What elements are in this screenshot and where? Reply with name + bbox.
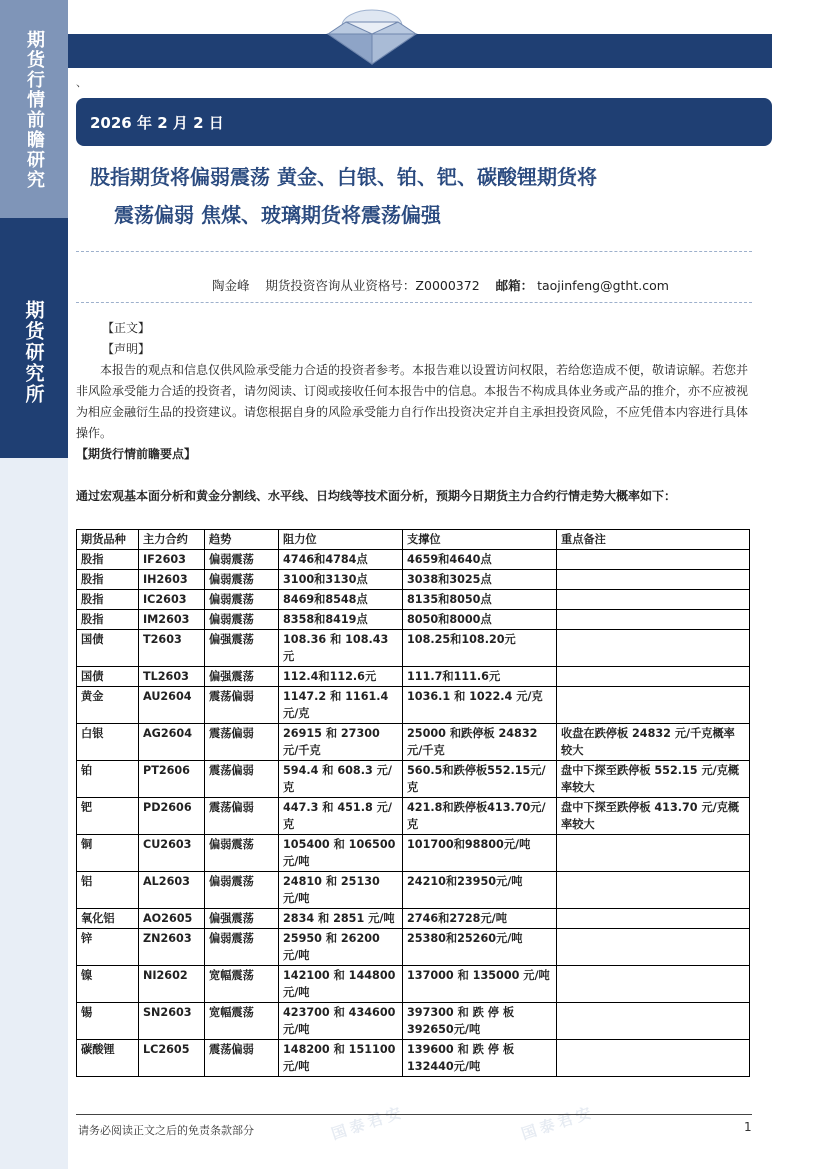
table-header-cell: 阻力位 xyxy=(279,530,403,550)
body-text xyxy=(76,318,752,465)
table-row xyxy=(77,724,750,761)
table-cell: 收盘在跌停板 24832 元/千克概率较大 xyxy=(557,724,750,761)
watermark-icon: 国泰君安 xyxy=(519,1102,598,1144)
table-cell: 2746和2728元/吨 xyxy=(403,909,557,929)
tick-mark: 、 xyxy=(76,76,87,89)
table-cell: 锡 xyxy=(77,1003,139,1040)
table-cell: 镍 xyxy=(77,966,139,1003)
table-cell: 偏弱震荡 xyxy=(205,610,279,630)
table-cell: 3038和3025点 xyxy=(403,570,557,590)
table-row xyxy=(77,610,750,630)
report-date: 2026 年 2 月 2 日 xyxy=(90,114,224,132)
table-cell: 8358和8419点 xyxy=(279,610,403,630)
table-cell xyxy=(557,966,750,1003)
table-cell: 8050和8000点 xyxy=(403,610,557,630)
section-zhengwen: 【正文】 xyxy=(102,321,151,335)
table-cell: 偏弱震荡 xyxy=(205,590,279,610)
table-row xyxy=(77,909,750,929)
table-cell xyxy=(557,835,750,872)
table-cell: 震荡偏弱 xyxy=(205,761,279,798)
table-cell: TL2603 xyxy=(139,667,205,687)
table-cell: 1147.2 和 1161.4 元/克 xyxy=(279,687,403,724)
author-email[interactable]: taojinfeng@gtht.com xyxy=(537,278,669,293)
table-cell: 锌 xyxy=(77,929,139,966)
table-cell: 594.4 和 608.3 元/克 xyxy=(279,761,403,798)
table-cell: 142100 和 144800 元/吨 xyxy=(279,966,403,1003)
table-row xyxy=(77,872,750,909)
table-cell: 148200 和 151100 元/吨 xyxy=(279,1040,403,1077)
table-cell: 25950 和 26200 元/吨 xyxy=(279,929,403,966)
table-cell: 111.7和111.6元 xyxy=(403,667,557,687)
table-row xyxy=(77,835,750,872)
table-cell: 139600 和 跌 停 板 132440元/吨 xyxy=(403,1040,557,1077)
table-cell: 8135和8050点 xyxy=(403,590,557,610)
table-row xyxy=(77,550,750,570)
table-row xyxy=(77,1040,750,1077)
section-points: 【期货行情前瞻要点】 xyxy=(76,447,197,461)
table-cell: 25000 和跌停板 24832 元/千克 xyxy=(403,724,557,761)
table-cell: NI2602 xyxy=(139,966,205,1003)
footer-note: 请务必阅读正文之后的免责条款部分 xyxy=(78,1124,254,1137)
table-header-cell: 重点备注 xyxy=(557,530,750,550)
author-name: 陶金峰 xyxy=(212,278,250,293)
disclaimer-paragraph: 本报告的观点和信息仅供风险承受能力合适的投资者参考。本报告难以设置访问权限，若给您造成不便，敬请谅解。若您并非风险承受能力合适的投资者，请勿阅读、订阅或接收任何本报告中的信息。本报告不构成具体业务或产品的推介，亦不应被视为相应金融衍生品的投资建议。请您根据自身的风险承受能力自行作出投资决定并自主承担投资风险，不应凭借本内容进行具体操作。 xyxy=(76,363,749,440)
table-row xyxy=(77,929,750,966)
table-cell: 股指 xyxy=(77,590,139,610)
table-cell: 震荡偏弱 xyxy=(205,724,279,761)
table-cell: 偏弱震荡 xyxy=(205,835,279,872)
table-cell: 偏弱震荡 xyxy=(205,570,279,590)
date-bar xyxy=(76,98,772,146)
table-cell xyxy=(557,1003,750,1040)
table-cell: 偏强震荡 xyxy=(205,909,279,929)
sidebar-top-panel xyxy=(0,0,68,218)
table-cell: IH2603 xyxy=(139,570,205,590)
table-cell xyxy=(557,630,750,667)
sidebar xyxy=(0,0,68,1169)
table-cell: 4659和4640点 xyxy=(403,550,557,570)
table-cell: 421.8和跌停板413.70元/克 xyxy=(403,798,557,835)
table-cell: AG2604 xyxy=(139,724,205,761)
forecast-table xyxy=(76,529,750,1077)
diamond-logo-icon xyxy=(318,4,426,66)
table-row xyxy=(77,667,750,687)
table-cell: 震荡偏弱 xyxy=(205,687,279,724)
table-cell: AU2604 xyxy=(139,687,205,724)
section-shengming: 【声明】 xyxy=(102,342,151,356)
table-cell: LC2605 xyxy=(139,1040,205,1077)
report-title xyxy=(76,158,772,234)
table-cell: 4746和4784点 xyxy=(279,550,403,570)
table-cell: 白银 xyxy=(77,724,139,761)
table-cell: 偏弱震荡 xyxy=(205,550,279,570)
table-cell: 101700和98800元/吨 xyxy=(403,835,557,872)
table-cell: IC2603 xyxy=(139,590,205,610)
table-cell: 2834 和 2851 元/吨 xyxy=(279,909,403,929)
table-cell: 国债 xyxy=(77,630,139,667)
table-cell: 423700 和 434600 元/吨 xyxy=(279,1003,403,1040)
table-cell: 偏弱震荡 xyxy=(205,929,279,966)
table-cell: 股指 xyxy=(77,610,139,630)
table-cell: 股指 xyxy=(77,570,139,590)
table-row xyxy=(77,590,750,610)
table-cell: 黄金 xyxy=(77,687,139,724)
table-cell xyxy=(557,667,750,687)
table-cell: 3100和3130点 xyxy=(279,570,403,590)
sidebar-bottom-panel xyxy=(0,218,68,458)
table-row xyxy=(77,798,750,835)
table-cell xyxy=(557,1040,750,1077)
table-cell: 股指 xyxy=(77,550,139,570)
table-header-cell: 趋势 xyxy=(205,530,279,550)
watermark-icon: 国泰君安 xyxy=(329,1102,408,1144)
table-cell: 氧化铝 xyxy=(77,909,139,929)
table-row xyxy=(77,1003,750,1040)
table-header-cell: 支撑位 xyxy=(403,530,557,550)
table-cell: 铝 xyxy=(77,872,139,909)
table-cell xyxy=(557,687,750,724)
table-cell: 宽幅震荡 xyxy=(205,966,279,1003)
table-cell xyxy=(557,570,750,590)
table-cell: 偏强震荡 xyxy=(205,630,279,667)
table-header-cell: 主力合约 xyxy=(139,530,205,550)
table-cell: 137000 和 135000 元/吨 xyxy=(403,966,557,1003)
table-cell: 宽幅震荡 xyxy=(205,1003,279,1040)
sidebar-top-title: 期货行情前瞻研究 xyxy=(24,30,45,190)
table-cell xyxy=(557,590,750,610)
table-row xyxy=(77,570,750,590)
table-cell: T2603 xyxy=(139,630,205,667)
table-cell: CU2603 xyxy=(139,835,205,872)
table-cell: IM2603 xyxy=(139,610,205,630)
table-row xyxy=(77,687,750,724)
divider-top xyxy=(76,251,752,252)
table-cell: 112.4和112.6元 xyxy=(279,667,403,687)
table-cell: 8469和8548点 xyxy=(279,590,403,610)
email-label: 邮箱： xyxy=(495,278,534,293)
table-row xyxy=(77,966,750,1003)
table-cell: 偏强震荡 xyxy=(205,667,279,687)
table-cell: 偏弱震荡 xyxy=(205,872,279,909)
table-cell xyxy=(557,929,750,966)
table-cell: 447.3 和 451.8 元/克 xyxy=(279,798,403,835)
intro-paragraph: 通过宏观基本面分析和黄金分割线、水平线、日均线等技术面分析，预期今日期货主力合约行情走势大概率如下： xyxy=(76,489,677,503)
table-cell: AL2603 xyxy=(139,872,205,909)
table-header-cell: 期货品种 xyxy=(77,530,139,550)
title-line-1: 股指期货将偏弱震荡 黄金、白银、铂、钯、碳酸锂期货将 xyxy=(90,165,597,189)
table-cell xyxy=(557,909,750,929)
table-cell: 24810 和 25130 元/吨 xyxy=(279,872,403,909)
table-cell: AO2605 xyxy=(139,909,205,929)
table-cell: 震荡偏弱 xyxy=(205,798,279,835)
table-cell: 108.36 和 108.43 元 xyxy=(279,630,403,667)
table-row xyxy=(77,761,750,798)
table-cell: PD2606 xyxy=(139,798,205,835)
table-cell: IF2603 xyxy=(139,550,205,570)
table-header-row xyxy=(77,530,750,550)
table-cell: SN2603 xyxy=(139,1003,205,1040)
table-cell: 盘中下探至跌停板 413.70 元/克概率较大 xyxy=(557,798,750,835)
table-cell: 24210和23950元/吨 xyxy=(403,872,557,909)
table-cell: ZN2603 xyxy=(139,929,205,966)
table-cell: 397300 和 跌 停 板 392650元/吨 xyxy=(403,1003,557,1040)
author-line xyxy=(212,276,669,294)
page-number: 1 xyxy=(744,1120,752,1134)
table-cell: 26915 和 27300 元/千克 xyxy=(279,724,403,761)
title-line-2: 震荡偏弱 焦煤、玻璃期货将震荡偏强 xyxy=(114,203,441,227)
sidebar-bottom-title: 期货研究所 xyxy=(22,300,45,405)
table-cell: 盘中下探至跌停板 552.15 元/克概率较大 xyxy=(557,761,750,798)
table-cell xyxy=(557,610,750,630)
table-cell: 1036.1 和 1022.4 元/克 xyxy=(403,687,557,724)
table-cell: 震荡偏弱 xyxy=(205,1040,279,1077)
table-cell: 560.5和跌停板552.15元/克 xyxy=(403,761,557,798)
table-row xyxy=(77,630,750,667)
table-cell: 108.25和108.20元 xyxy=(403,630,557,667)
table-cell: 105400 和 106500 元/吨 xyxy=(279,835,403,872)
divider-bottom xyxy=(76,302,752,303)
author-license: 期货投资咨询从业资格号：Z0000372 xyxy=(265,278,480,293)
table-cell: 25380和25260元/吨 xyxy=(403,929,557,966)
footer-divider xyxy=(76,1114,752,1115)
table-cell: 铂 xyxy=(77,761,139,798)
table-cell: 碳酸锂 xyxy=(77,1040,139,1077)
table-cell xyxy=(557,872,750,909)
table-cell: 钯 xyxy=(77,798,139,835)
table-cell: 铜 xyxy=(77,835,139,872)
table-cell: 国债 xyxy=(77,667,139,687)
table-cell xyxy=(557,550,750,570)
table-cell: PT2606 xyxy=(139,761,205,798)
